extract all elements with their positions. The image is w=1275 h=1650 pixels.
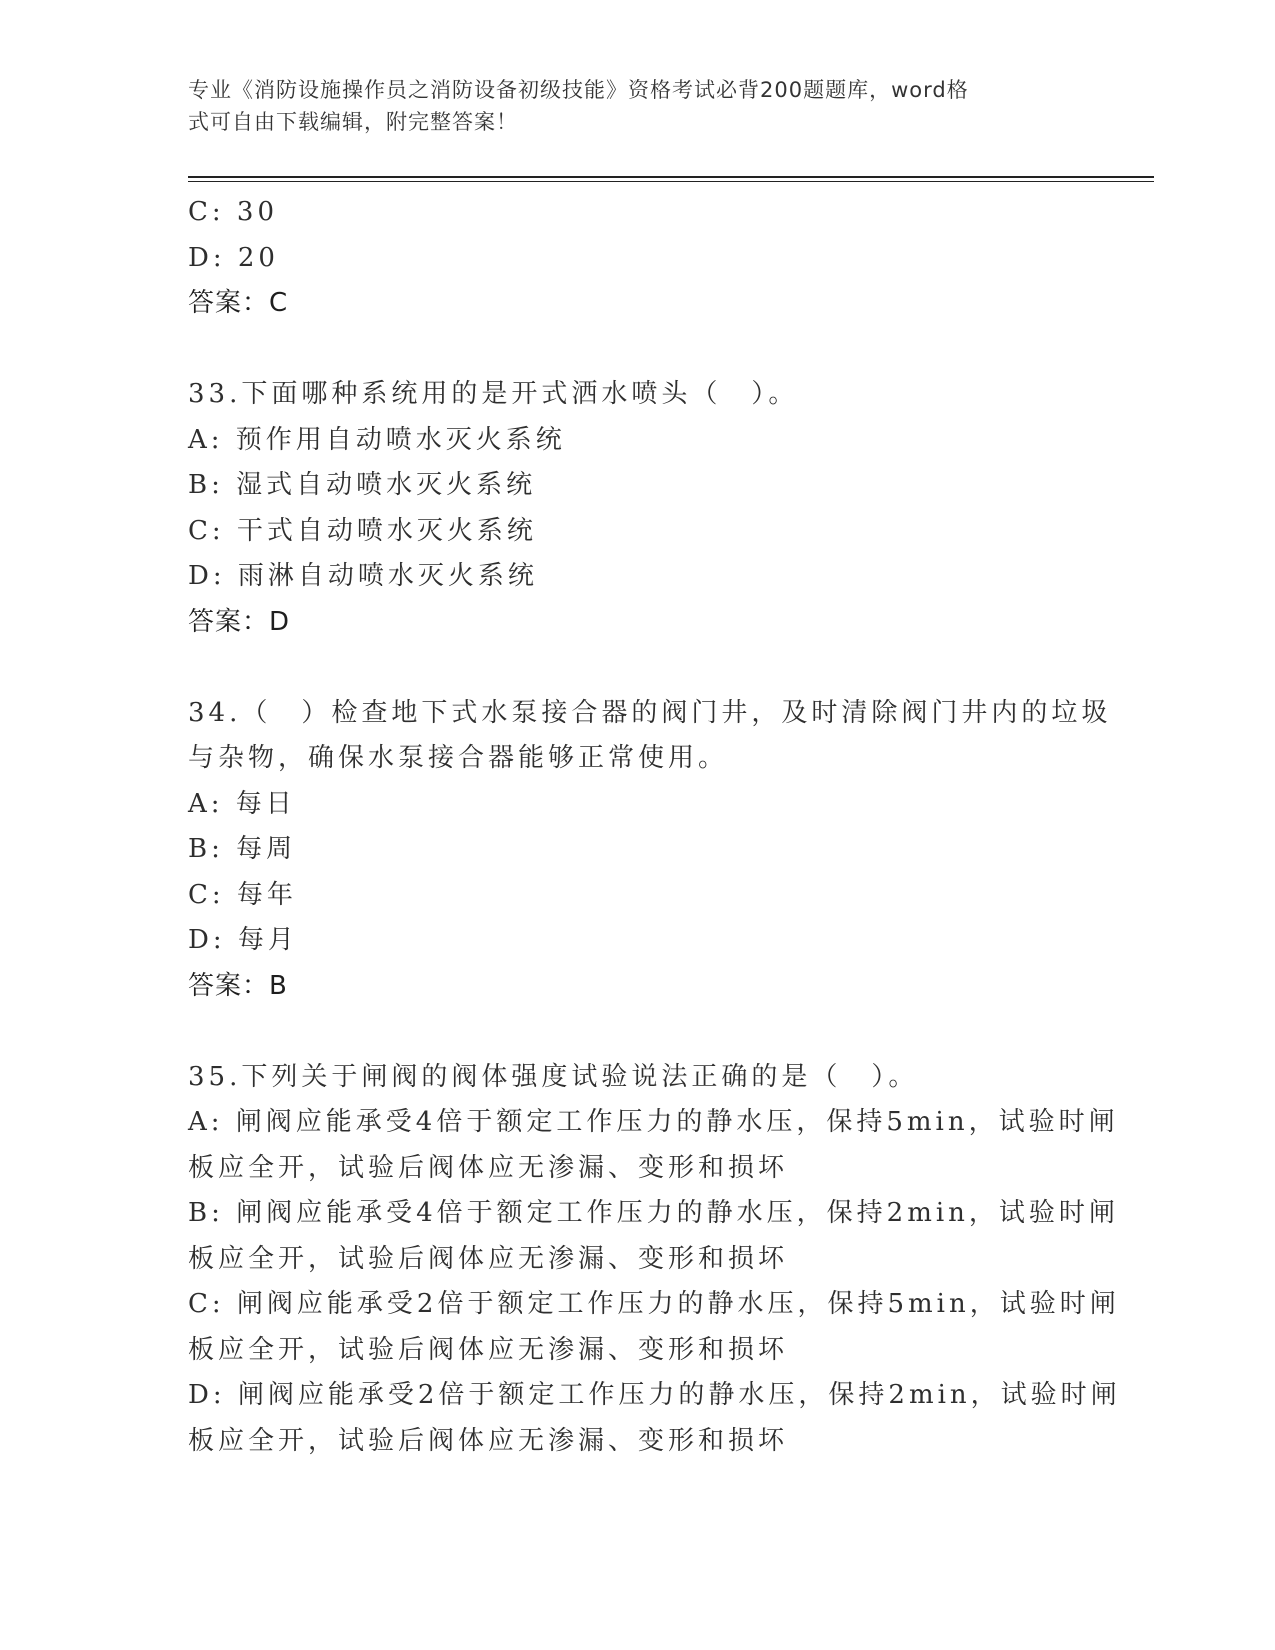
question-34 bbox=[188, 691, 1112, 1010]
option-a: A: 闸阀应能承受4倍于额定工作压力的静水压，保持5min，试验时闸 bbox=[188, 1107, 1119, 1137]
option-a: A: 每日 bbox=[188, 788, 296, 819]
option-d: D: 20 bbox=[188, 242, 279, 273]
option-c: C: 每年 bbox=[188, 879, 297, 910]
header-divider-thick bbox=[188, 176, 1154, 178]
question-stem: 34.（ ）检查地下式水泵接合器的阀门井，及时清除阀门井内的垃圾 bbox=[188, 697, 1112, 728]
spacer bbox=[188, 645, 1088, 691]
option-c: C: 干式自动喷水灭火系统 bbox=[188, 515, 537, 546]
answer-line: 答案：D bbox=[188, 606, 291, 637]
question-32-fragment bbox=[188, 190, 1088, 327]
answer-line: 答案：B bbox=[188, 970, 288, 1001]
option-d: D: 每月 bbox=[188, 925, 298, 955]
question-stem-continued: 与杂物，确保水泵接合器能够正常使用。 bbox=[188, 743, 729, 773]
option-a-continued: 板应全开，试验后阀体应无渗漏、变形和损坏 bbox=[188, 1152, 789, 1183]
option-b: B: 湿式自动喷水灭火系统 bbox=[188, 470, 537, 500]
page-header bbox=[188, 74, 1068, 138]
spacer bbox=[188, 327, 1088, 373]
option-d-continued: 板应全开，试验后阀体应无渗漏、变形和损坏 bbox=[188, 1425, 789, 1456]
header-divider-thin bbox=[188, 181, 1154, 182]
header-line-2: 式可自由下载编辑，附完整答案！ bbox=[188, 110, 518, 134]
question-stem: 33.下面哪种系统用的是开式洒水喷头（ ）。 bbox=[188, 379, 799, 409]
question-stem: 35.下列关于闸阀的阀体强度试验说法正确的是（ ）。 bbox=[188, 1061, 919, 1092]
option-b: B: 闸阀应能承受4倍于额定工作压力的静水压，保持2min，试验时闸 bbox=[188, 1198, 1119, 1228]
option-b-continued: 板应全开，试验后阀体应无渗漏、变形和损坏 bbox=[188, 1243, 789, 1274]
option-c: C: 30 bbox=[188, 197, 279, 227]
document-body bbox=[188, 190, 1121, 1464]
option-c-continued: 板应全开，试验后阀体应无渗漏、变形和损坏 bbox=[188, 1334, 789, 1365]
option-d: D: 闸阀应能承受2倍于额定工作压力的静水压，保持2min，试验时闸 bbox=[188, 1380, 1121, 1410]
header-line-1: 专业《消防设施操作员之消防设备初级技能》资格考试必背200题题库，word格 bbox=[188, 78, 969, 102]
option-b: B: 每周 bbox=[188, 834, 297, 864]
option-d: D: 雨淋自动喷水灭火系统 bbox=[188, 561, 538, 591]
option-c: C: 闸阀应能承受2倍于额定工作压力的静水压，保持5min，试验时闸 bbox=[188, 1289, 1120, 1319]
option-a: A: 预作用自动喷水灭火系统 bbox=[188, 424, 566, 455]
question-35 bbox=[188, 1055, 1121, 1465]
spacer bbox=[188, 1009, 1088, 1055]
answer-line: 答案：C bbox=[188, 288, 289, 318]
question-33 bbox=[188, 372, 1088, 645]
